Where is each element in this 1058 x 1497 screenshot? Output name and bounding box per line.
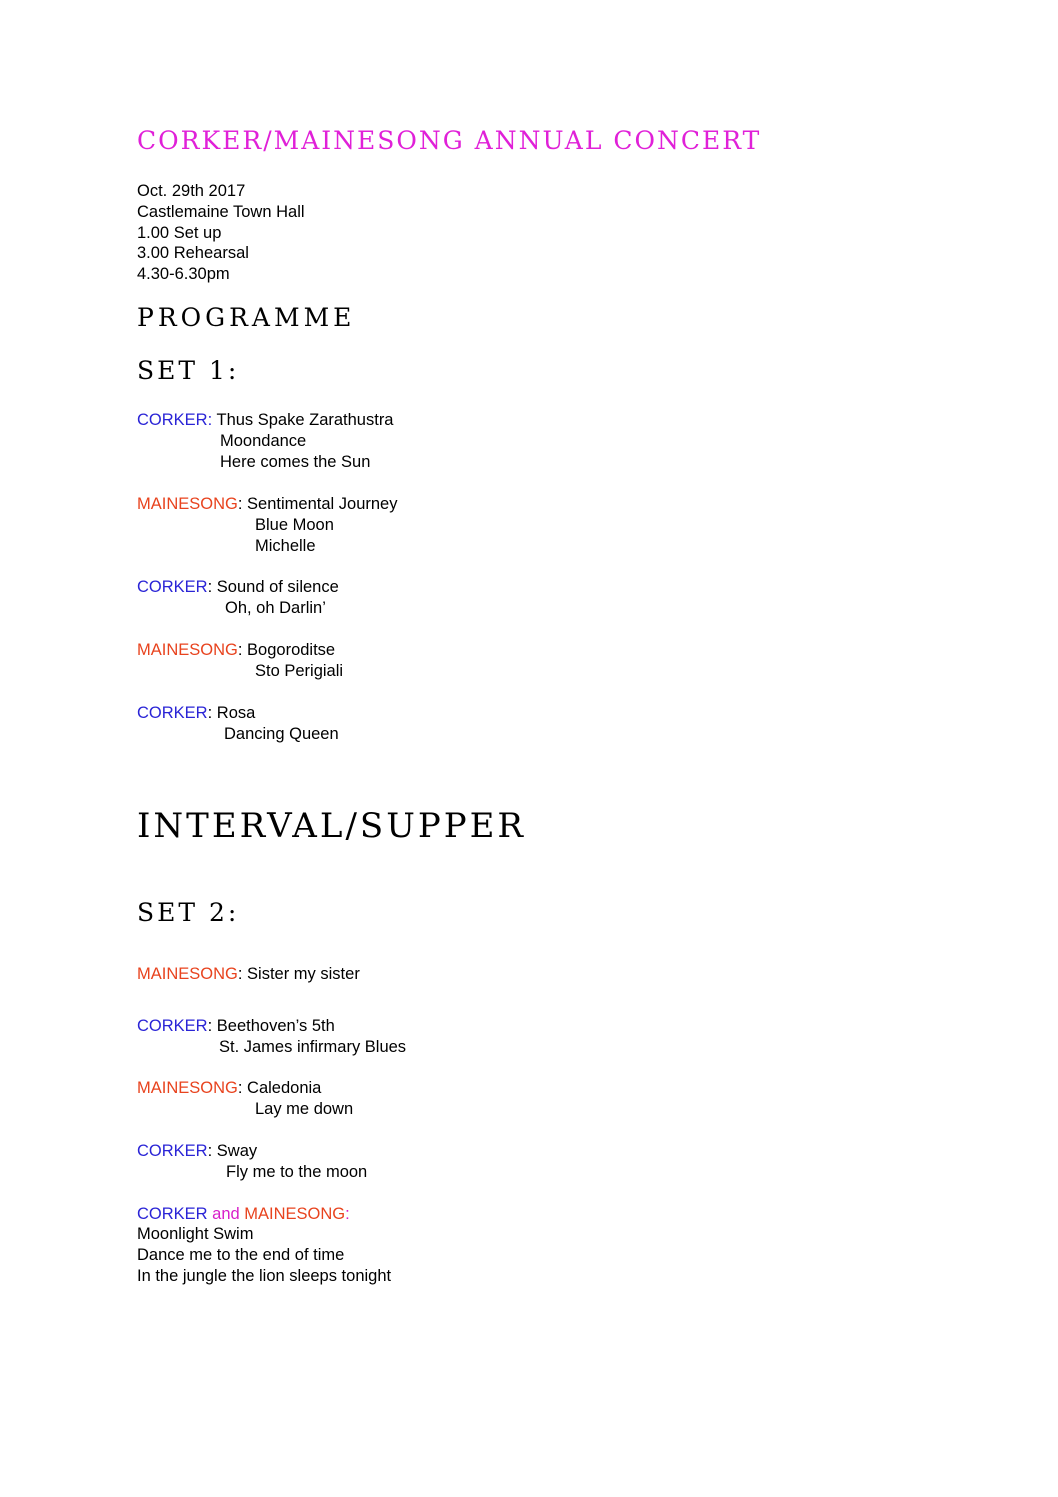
set1-heading: SET 1:	[137, 356, 240, 385]
song: Fly me to the moon	[226, 1163, 368, 1181]
song: Oh, oh Darlin’	[225, 599, 326, 617]
group-label: MAINESONG	[137, 641, 238, 659]
group-label: CORKER	[137, 1142, 208, 1160]
song: Rosa	[216, 704, 256, 722]
colon: :	[207, 704, 213, 722]
group-label: CORKER	[137, 411, 208, 429]
song: Sound of silence	[216, 578, 339, 596]
set1-block-5-line	[137, 703, 255, 724]
group-label-mainesong: MAINESONG	[244, 1205, 346, 1223]
song: Beethoven’s 5th	[216, 1017, 335, 1035]
song: Dance me to the end of time	[137, 1246, 345, 1264]
colon: :	[237, 495, 243, 513]
set1-block-3-line	[137, 577, 339, 598]
set2-block-1-line	[137, 964, 360, 985]
song: In the jungle the lion sleeps tonight	[137, 1267, 392, 1285]
song: Lay me down	[255, 1100, 354, 1118]
song: Thus Spake Zarathustra	[216, 411, 394, 429]
group-label: MAINESONG	[137, 495, 238, 513]
group-label: CORKER	[137, 704, 208, 722]
finale-groups-line	[137, 1204, 350, 1225]
info-rehearsal: 3.00 Rehearsal	[137, 244, 249, 262]
set2-heading: SET 2:	[137, 898, 240, 927]
song: Sway	[216, 1142, 258, 1160]
info-venue: Castlemaine Town Hall	[137, 203, 305, 221]
info-date: Oct. 29th 2017	[137, 182, 246, 200]
colon: :	[345, 1205, 350, 1223]
interval-heading: INTERVAL/SUPPER	[137, 806, 527, 846]
song: Sto Perigiali	[255, 662, 344, 680]
song: St. James infirmary Blues	[219, 1038, 407, 1056]
set2-block-2-line	[137, 1016, 335, 1037]
colon: :	[207, 578, 213, 596]
song: Dancing Queen	[224, 725, 339, 743]
info-time: 4.30-6.30pm	[137, 265, 230, 283]
set2-block-4-line	[137, 1141, 257, 1162]
programme-heading: PROGRAMME	[137, 303, 356, 332]
joiner: and	[207, 1205, 245, 1223]
info-setup: 1.00 Set up	[137, 224, 222, 242]
page-title: CORKER/MAINESONG ANNUAL CONCERT	[137, 126, 762, 155]
song: Moondance	[220, 432, 307, 450]
colon: :	[237, 1079, 243, 1097]
group-label: MAINESONG	[137, 1079, 238, 1097]
song: Caledonia	[247, 1079, 322, 1097]
song: Here comes the Sun	[220, 453, 371, 471]
colon: :	[237, 965, 243, 983]
song: Moonlight Swim	[137, 1225, 254, 1243]
group-label-corker: CORKER	[137, 1205, 208, 1223]
song: Blue Moon	[255, 516, 334, 534]
group-label: CORKER	[137, 1017, 208, 1035]
set1-block-2-line	[137, 494, 397, 515]
set1-block-1-line	[137, 410, 394, 431]
song: Michelle	[255, 537, 316, 555]
colon: :	[207, 411, 213, 429]
song: Sister my sister	[247, 965, 360, 983]
set2-block-3-line	[137, 1078, 321, 1099]
group-label: CORKER	[137, 578, 208, 596]
colon: :	[237, 641, 243, 659]
colon: :	[207, 1017, 213, 1035]
colon: :	[207, 1142, 213, 1160]
set1-block-4-line	[137, 640, 335, 661]
song: Bogoroditse	[247, 641, 336, 659]
song: Sentimental Journey	[247, 495, 398, 513]
group-label: MAINESONG	[137, 965, 238, 983]
